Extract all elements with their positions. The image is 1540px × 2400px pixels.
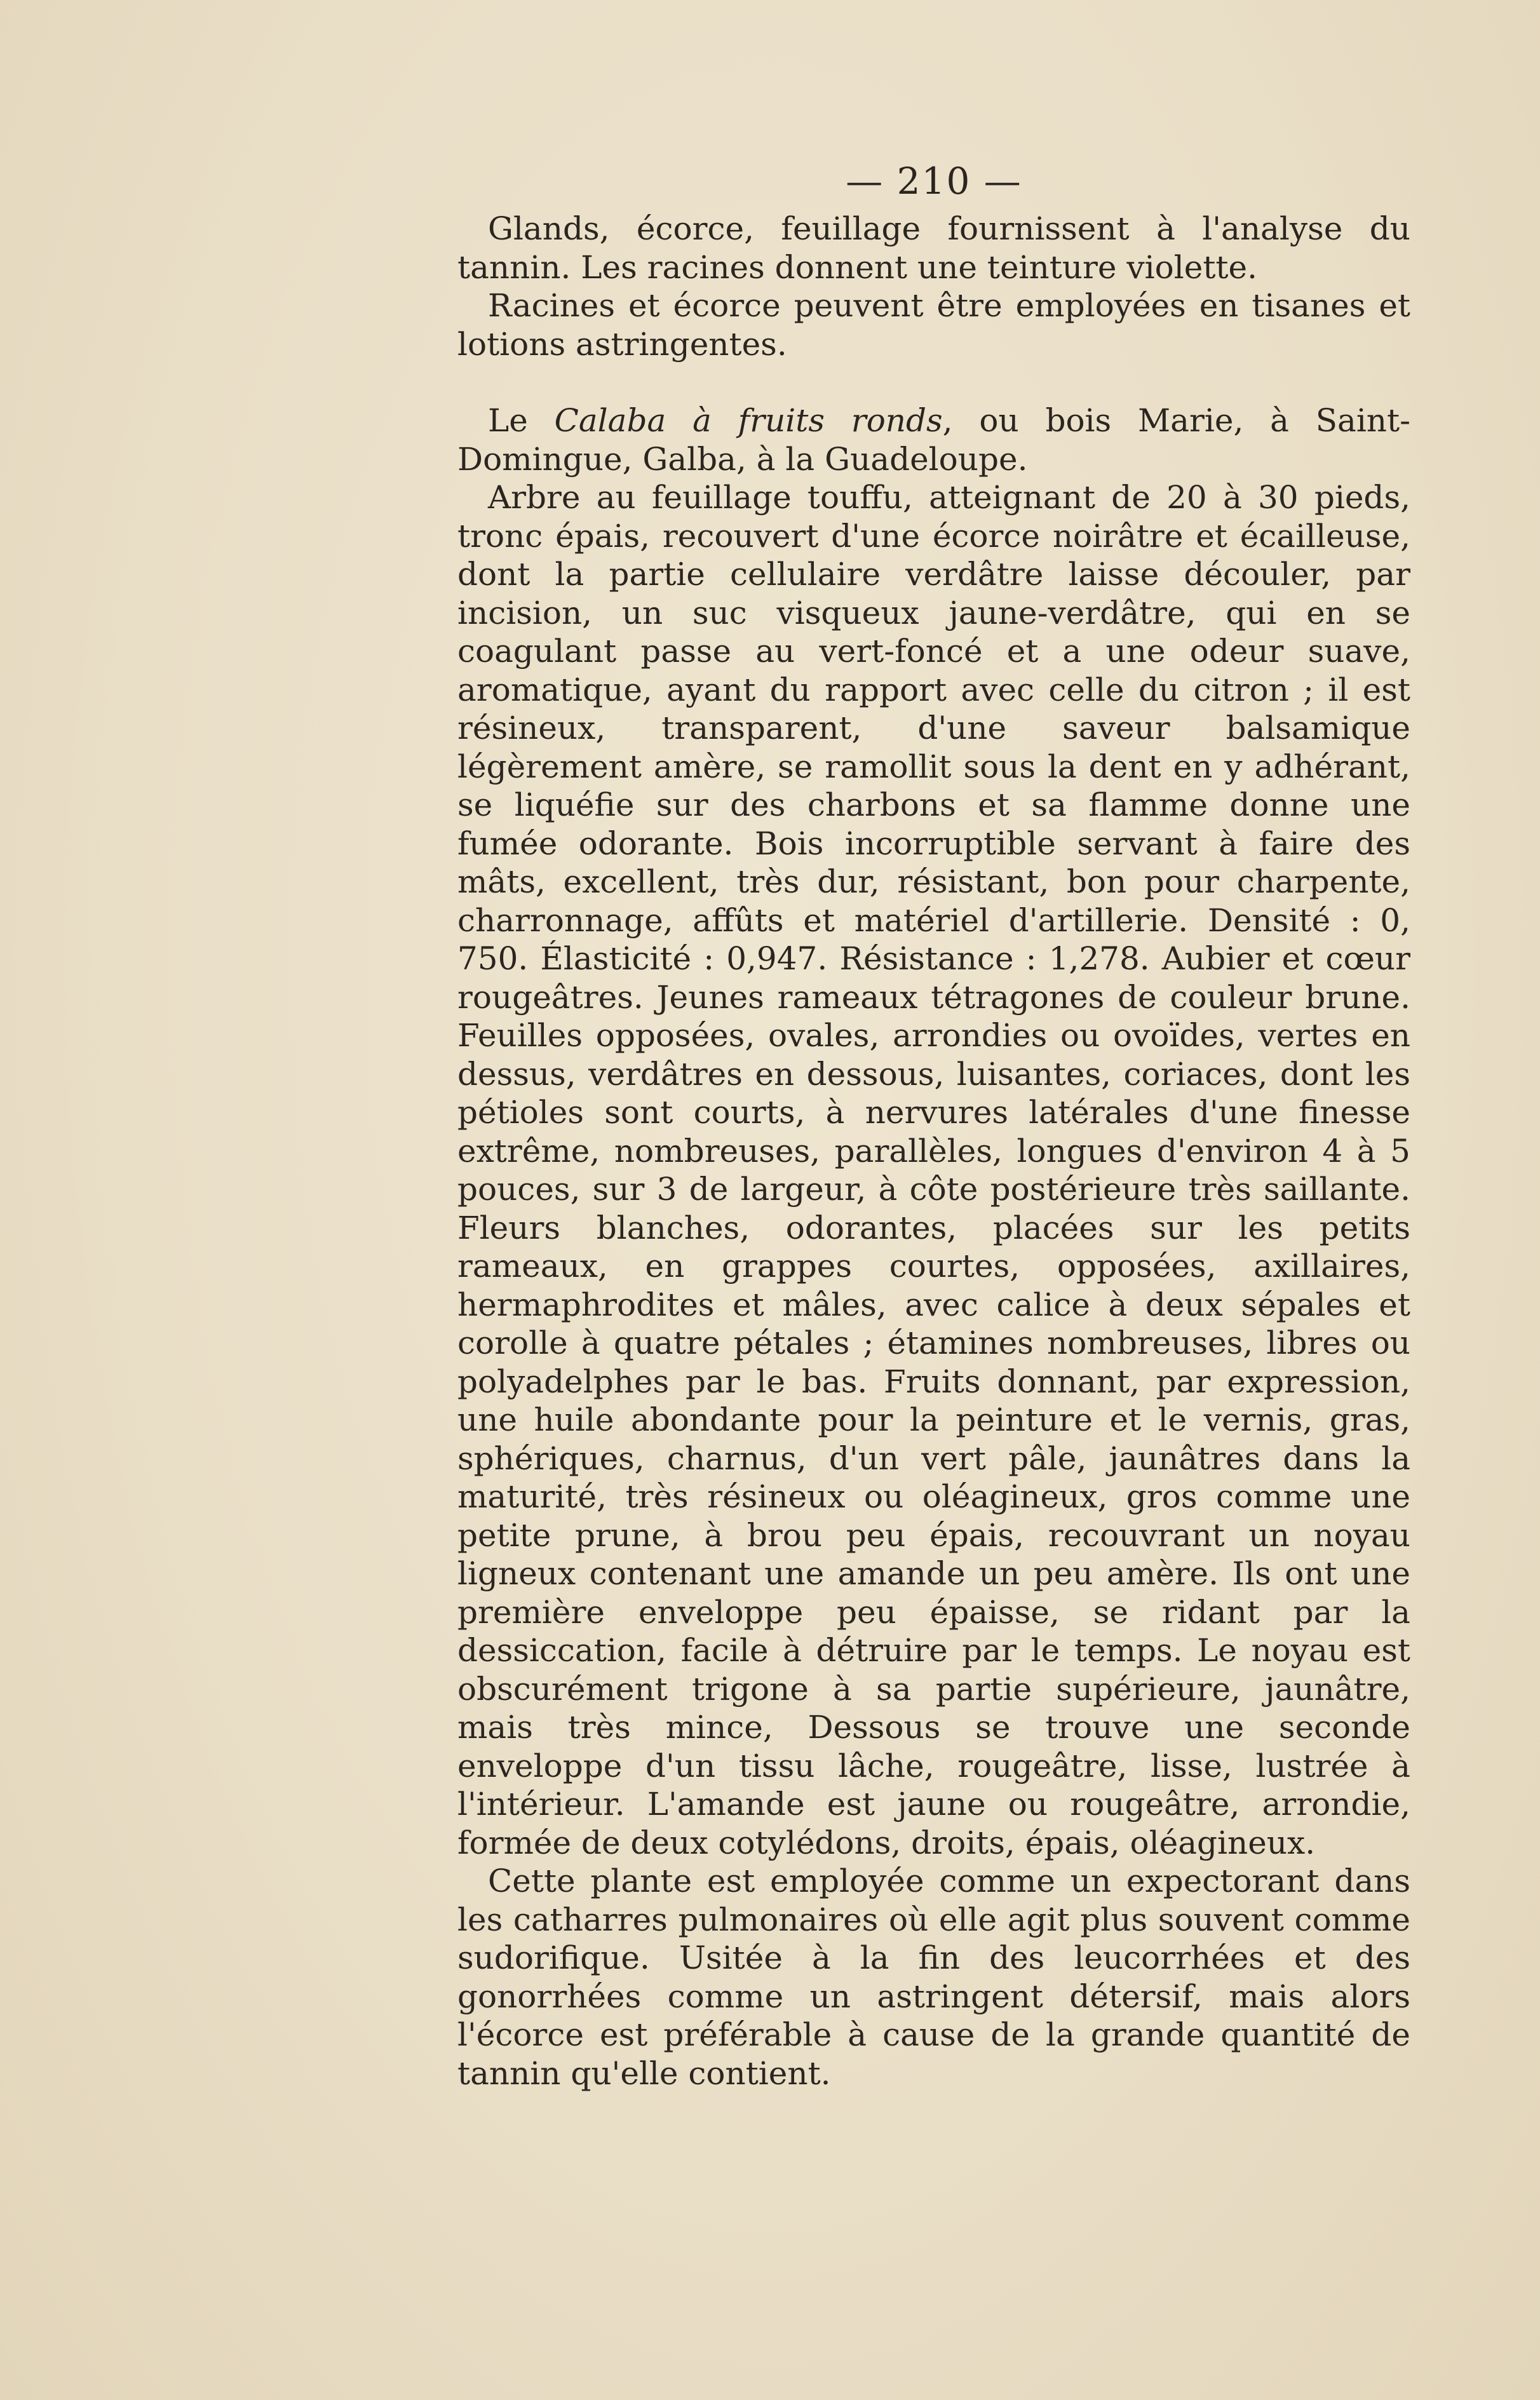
paragraph-calaba-heading bbox=[457, 401, 1410, 478]
calaba-names: , ou bois Marie, à Saint-Domingue, Galba, à la Guadeloupe. bbox=[457, 402, 1410, 478]
calaba-species-name: Calaba à fruits ronds bbox=[554, 402, 943, 439]
page-text bbox=[457, 210, 1410, 2093]
calaba-prefix: Le bbox=[488, 402, 555, 439]
paragraph-medical-use: Cette plante est employée comme un expectorant dans les catharres pulmonaires où elle agit plus souvent comme sudorifique. Usitée à la fin des leucorrhées et des gonorrhées comme un astringent détersif, mais alors l'écorce est préférable à cause de la grande quantité de tannin qu'elle contient. bbox=[457, 1863, 1410, 2092]
paragraph-lotions: Racines et écorce peuvent être employées en tisanes et lotions astringentes. bbox=[457, 287, 1410, 363]
paragraph-tannin: Glands, écorce, feuillage fournissent à l'analyse du tannin. Les racines donnent une teinture violette. bbox=[457, 210, 1410, 286]
paragraph-description: Arbre au feuillage touffu, atteignant de 20 à 30 pieds, tronc épais, recouvert d'une écorce noirâtre et écailleuse, dont la partie cellulaire verdâtre laisse découler, par incision, un suc visqueux jaune-verdâtre, qui en se coagulant passe au vert-foncé et a une odeur suave, aromatique, ayant du rapport avec celle du citron ; il est résineux, transparent, d'une saveur balsamique légèrement amère, se ramollit sous la dent en y adhérant, se liquéfie sur des charbons et sa flamme donne une fumée odorante. Bois incorruptible servant à faire des mâts, excellent, très dur, résistant, bon pour charpente, charronnage, affûts et matériel d'artillerie. Densité : 0, 750. Élasticité : 0,947. Résistance : 1,278. Aubier et cœur rougeâtres. Jeunes rameaux tétragones de couleur brune. Feuilles opposées, ovales, arrondies ou ovoïdes, vertes en dessus, verdâtres en dessous, luisantes, coriaces, dont les pétioles sont courts, à nervures latérales d'une finesse extrême, nombreuses, parallèles, longues d'environ 4 à 5 pouces, sur 3 de largeur, à côte postérieure très saillante. Fleurs blanches, odorantes, placées sur les petits rameaux, en grappes courtes, opposées, axillaires, hermaphrodites et mâles, avec calice à deux sépales et corolle à quatre pétales ; étamines nombreuses, libres ou polyadelphes par le bas. Fruits donnant, par expression, une huile abondante pour la peinture et le vernis, gras, sphériques, charnus, d'un vert pâle, jaunâtres dans la maturité, très résineux ou oléagineux, gros comme une petite prune, à brou peu épais, recouvrant un noyau ligneux contenant une amande un peu amère. Ils ont une première enveloppe peu épaisse, se ridant par la dessiccation, facile à détruire par le temps. Le noyau est obscurément trigone à sa partie supérieure, jaunâtre, mais très mince, Dessous se trouve une seconde enveloppe d'un tissu lâche, rougeâtre, lisse, lustrée à l'intérieur. L'amande est jaune ou rougeâtre, arrondie, formée de deux cotylédons, droits, épais, oléagineux. bbox=[457, 479, 1410, 1861]
page-number: — 210 — bbox=[846, 159, 1022, 203]
book-page bbox=[457, 159, 1410, 2093]
